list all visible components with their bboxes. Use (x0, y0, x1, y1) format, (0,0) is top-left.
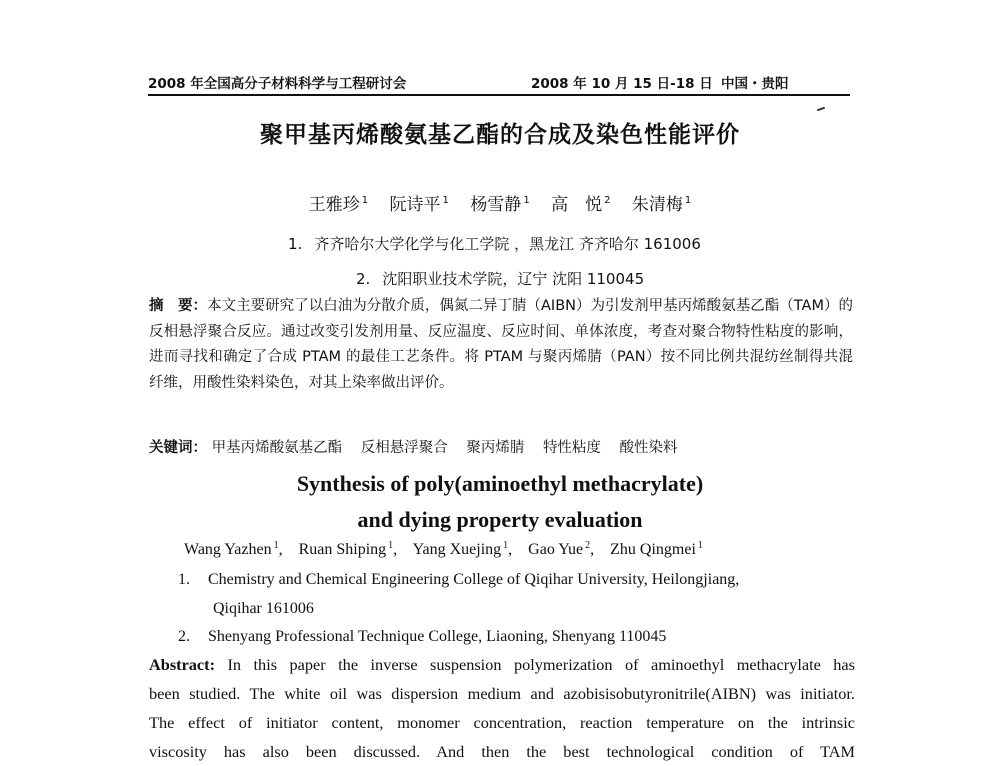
author: Gao Yue $^2$, (528, 539, 595, 558)
english-affiliation-1: 1. Chemistry and Chemical Engineering College of Qiqihar University, Heilongjiang, (178, 571, 740, 588)
author: 高 悦 $^2$ (551, 195, 611, 215)
chinese-keywords (149, 436, 853, 457)
keyword: 特性粘度 (542, 440, 601, 456)
author: Yang Xuejing $^1$, (412, 539, 513, 558)
english-title-line-2: and dying property evaluation (357, 507, 643, 532)
author: Ruan Shiping $^1$, (298, 539, 398, 558)
english-abstract (149, 650, 855, 766)
author: Wang Yazhen $^1$, (184, 539, 283, 558)
abstract-line: Abstract: In this paper the inverse suspension polymerization of aminoethyl methacrylate has (149, 655, 855, 674)
chinese-authors (0, 190, 1000, 215)
conference-date: 2008 年 10 月 15 日-18 日 (531, 76, 713, 92)
chinese-affiliation-2: 2. 沈阳职业技术学院，辽宁 沈阳 110045 (356, 270, 645, 288)
english-affiliation-2: 2. Shenyang Professional Technique College, Liaoning, Shenyang 110045 (178, 628, 667, 645)
author: 朱清梅 $^1$ (631, 195, 692, 215)
author: 王雅珍 $^1$ (308, 195, 369, 215)
english-title-line-1: Synthesis of poly(aminoethyl methacrylate) (296, 471, 704, 496)
english-affiliation-1-cont: Qiqihar 161006 (213, 600, 314, 617)
abstract-line: The effect of initiator content, monomer concentration, reaction temperature on the intrinsic (149, 713, 855, 732)
abstract-label: Abstract: (149, 655, 216, 674)
chinese-abstract (149, 294, 853, 396)
keyword: 反相悬浮聚合 (360, 440, 448, 456)
conference-location: 中国・贵阳 (721, 76, 789, 92)
author: 阮诗平 $^1$ (389, 195, 449, 215)
keyword: 甲基丙烯酸氨基乙酯 (211, 440, 343, 456)
abstract-line: viscosity has also been discussed. And then the best technological condition of TAM (149, 742, 855, 761)
keyword: 酸性染料 (619, 440, 678, 456)
conference-name: 2008 年全国高分子材料科学与工程研讨会 (148, 76, 407, 92)
author: Zhu Qingmei $^1$ (610, 539, 703, 558)
keywords-label: 关键词： (149, 440, 207, 456)
running-header (148, 70, 850, 96)
abstract-text: 本文主要研究了以白油为分散介质，偶氮二异丁腈（AIBN）为引发剂甲基丙烯酸氨基乙酯（TAM）的反相悬浮聚合反应。通过改变引发剂用量、反应温度、反应时间、单体浓度，考查对聚合物特性粘度的影响，进而寻找和确定了合成 PTAM 的最佳工艺条件。将 PTAM 与聚丙烯腈（PAN）按不同比例共混纺丝制得共混纤维，用酸性染料染色，对其上染率做出评价。 (149, 298, 853, 391)
keyword: 聚丙烯腈 (466, 440, 525, 456)
abstract-label: 摘 要： (149, 298, 208, 314)
abstract-line: been studied. The white oil was dispersion medium and azobisisobutyronitrile(AIBN) was initiator. (149, 684, 855, 703)
chinese-affiliation-1: 1. 齐齐哈尔大学化学与化工学院 ，黑龙江 齐齐哈尔 161006 (288, 235, 701, 253)
scan-mark (817, 107, 825, 112)
english-authors (184, 541, 715, 559)
author: 杨雪静 $^1$ (470, 195, 530, 215)
chinese-title: 聚甲基丙烯酸氨基乙酯的合成及染色性能评价 (260, 122, 740, 148)
